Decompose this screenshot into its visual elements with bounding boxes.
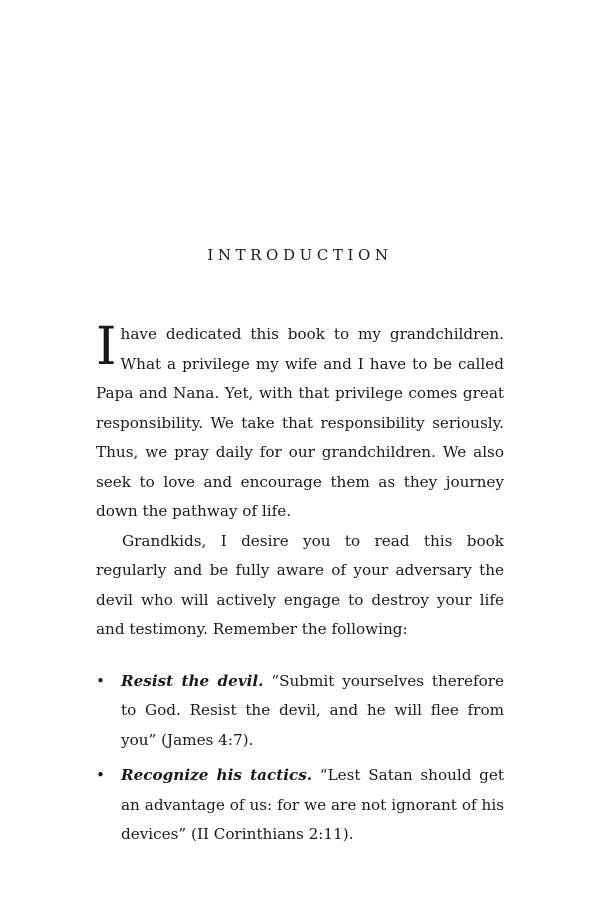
paragraph-1 — [96, 317, 504, 527]
bullet-text: “Lest Satan should get an advantage of us: for we are not ignorant of his devices” (II Corinthians 2:11). — [121, 766, 504, 843]
list-item — [96, 667, 504, 756]
paragraph-1-text: have dedicated this book to my grandchildren. What a privilege my wife and I have to be called Papa and Nana. Yet, with that privilege comes great responsibility. We take that responsibility seriously. Thus, we pray daily for our grandchildren. We also seek to love and encourage them as they journey down the pathway of life. — [96, 325, 504, 520]
chapter-body — [96, 317, 504, 856]
bullet-text: “Submit yourselves therefore to God. Resist the devil, and he will flee from you” (James 4:7). — [121, 671, 504, 749]
list-item — [96, 761, 504, 850]
paragraph-2: Grandkids, I desire you to read this book regularly and be fully aware of your adversary the devil who will actively engage to destroy your life and testimony. Remember the following: — [96, 531, 504, 638]
drop-cap: I — [96, 317, 117, 377]
bullet-lead: Resist the devil. — [121, 671, 264, 690]
bullet-icon: • — [96, 766, 105, 784]
bullet-lead: Recognize his tactics. — [121, 766, 313, 784]
bullet-list — [96, 667, 504, 850]
bullet-icon: • — [96, 671, 105, 690]
chapter-title: INTRODUCTION — [207, 246, 393, 264]
